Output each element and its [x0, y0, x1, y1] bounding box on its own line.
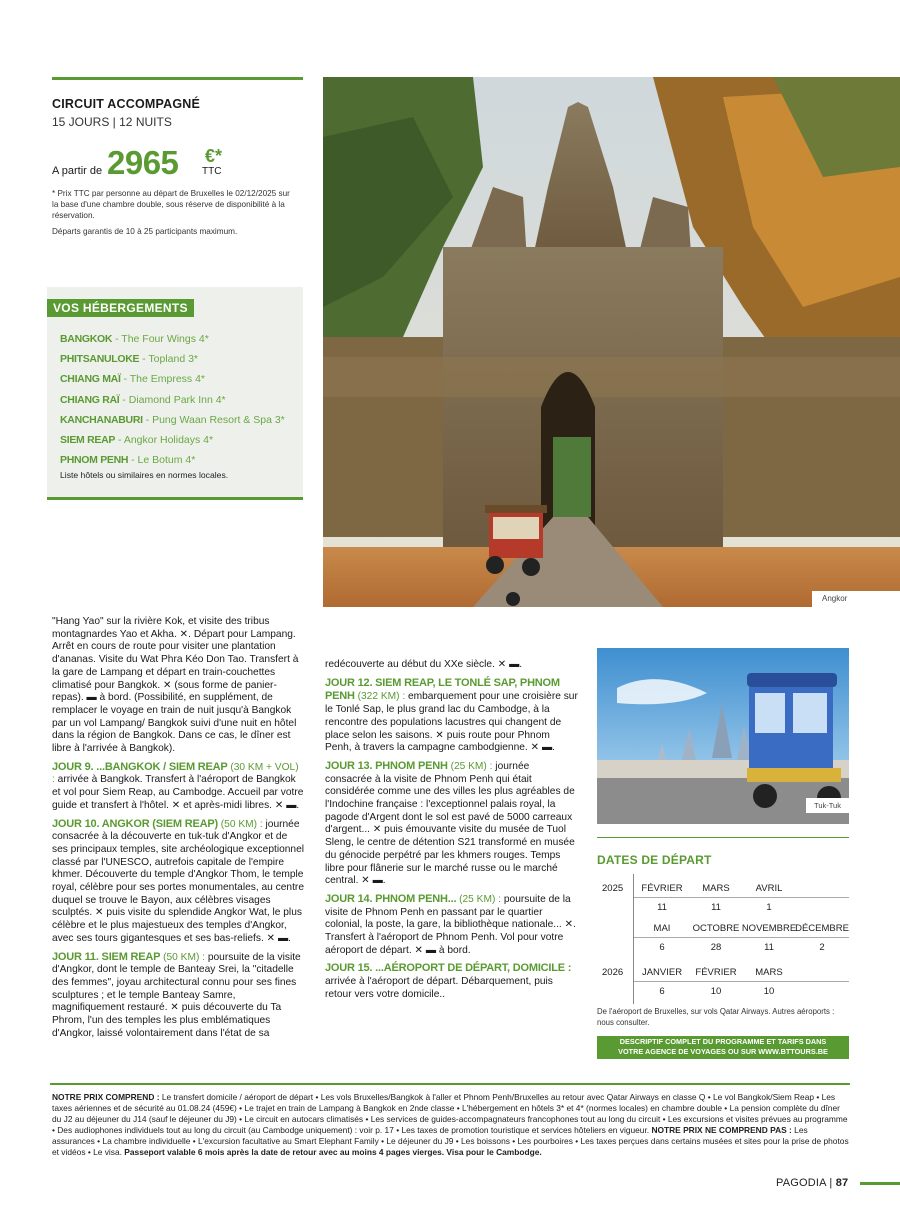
price-includes — [52, 1092, 850, 1159]
hotel-item — [60, 349, 300, 369]
hotels-list — [60, 329, 300, 470]
hotel-item — [60, 369, 300, 389]
day-title: JOUR 15. ...AÉROPORT DE DÉPART, DOMICILE : — [325, 962, 572, 975]
page-number: 87 — [835, 1177, 849, 1189]
hotel-city: SIEM REAP — [60, 434, 116, 447]
day-9 — [52, 761, 304, 813]
day-11 — [52, 951, 304, 1041]
day-value: 6 — [659, 986, 665, 997]
hotel-name: - Le Botum 4* — [128, 454, 196, 467]
day-title: JOUR 14. PHNOM PENH... — [325, 892, 457, 905]
row-divider — [634, 937, 849, 938]
hotel-name: - The Empress 4* — [120, 373, 206, 386]
day-text: arrivée à Bangkok. Transfert à l'aéroport de Bangkok et vol pour Siem Reap, au Cambodge. Accueil par votre guide et transfert à l'hôtel. ✕ et après-midi libres. ✕ ▬. — [52, 774, 304, 811]
month-label: MARS — [702, 883, 730, 894]
day-text: journée consacrée à la découverte en tuk-tuk d'Angkor et de ses principaux temples, site archéologique exceptionnel classé par l'UNESCO, autrefois capitale de l'empire khmer. Découverte du temple d'Angkor Thom, le temple royal, célèbre pour ses portes monumentales, au centre duquel se trouve le Bayon, aux célèbres visages sculptés. ✕ puis visite du splendide Angkor Wat, le plus célèbre et le plus majestueux des temples d'Angkor, avec ses tours gigantesques et ses bas-reliefs. ✕ ▬. — [52, 818, 305, 944]
hotels-box — [47, 287, 303, 497]
itinerary-intro: "Hang Yao" sur la rivière Kok, et visite des tribus montagnardes Yao et Akha. ✕. Départ pour Lampang. Arrêt en cours de route pour visiter une plantation d'ananas. Visite du Wat Phra Kéo Don Tao. Transfert à la gare de Lampang et départ en train-couchettes climatisé pour Bangkok. ✕ (sous forme de panier-repas). ▬ à bord. (Possibilité, en supplément, de remplacer le voyage en train de nuit jusqu'à Bangkok par un vol Lampang/ Bangkok suivi d'une nuit en hôtel dans la région de Bangkok. Dans ce cas, le dîner est libre à l'arrivée à Bangkok). — [52, 616, 299, 755]
row-divider — [634, 981, 849, 982]
day-value: 2 — [819, 942, 825, 953]
day-value: 11 — [764, 942, 774, 953]
hotel-name: - Topland 3* — [139, 353, 199, 366]
hotel-item — [60, 410, 300, 430]
month-label: OCTOBRE — [692, 923, 740, 934]
hero-caption: Angkor — [812, 591, 900, 607]
month-label: AVRIL — [755, 883, 783, 894]
hotel-item — [60, 430, 300, 450]
brand-separator: | — [829, 1177, 833, 1189]
day-km: (50 KM) : — [217, 818, 263, 830]
price-value: 2965 — [107, 144, 179, 181]
angkor-illustration — [323, 77, 900, 607]
hotels-header: VOS HÉBERGEMENTS — [47, 299, 194, 317]
day-text: embarquement pour une croisière sur le Tonlé Sap, le plus grand lac du Cambodge, à la rencontre des populations lacustres qui changent de place selon les saisons. ✕ puis route pour Phnom Penh, à travers la campagne cambodgienne. ✕ ▬. — [325, 691, 578, 754]
departures-note: Départs garantis de 10 à 25 participants maximum. — [52, 227, 238, 236]
month-label: FÉVRIER — [641, 883, 683, 894]
footer-rule — [860, 1182, 900, 1185]
day-14 — [325, 893, 578, 958]
excludes-text: Les assurances • La chambre individuelle • L'excursion facultative au Smart Elephant Family • Le déjeuner du J9 • Les boissons • Les pourboires • Les taxes perçues dans certains musées et sites pour la prise de photos et vidéos • Le visa. — [52, 1125, 849, 1158]
day-km: (322 KM) : — [354, 691, 406, 703]
month-label: JANVIER — [641, 967, 683, 978]
hotel-city: BANGKOK — [60, 333, 113, 345]
hotel-item — [60, 329, 300, 349]
month-label: FÉVRIER — [695, 967, 737, 978]
passport-note: Passeport valable 6 mois après la date de retour avec au moins 4 pages vierges. Visa pour le Cambodge. — [121, 1147, 542, 1158]
day-text: poursuite de la visite de Phnom Penh en passant par le quartier colonial, la poste, la gare, la bibliothèque nationale... ✕. Transfert à l'aéroport de Phnom Penh. Vol pour votre aéroport de départ. ✕ ▬ à bord. — [325, 893, 576, 956]
day-title: JOUR 9. ...BANGKOK / SIEM REAP — [52, 760, 228, 773]
price-suffix: TTC — [202, 166, 222, 177]
year-label: 2026 — [602, 967, 624, 978]
price-note: * Prix TTC par personne au départ de Bruxelles le 02/12/2025 sur la base d'une chambre double, sous réserve de disponibilité à la réservation. — [52, 189, 290, 220]
includes-label: NOTRE PRIX COMPREND : — [52, 1092, 160, 1102]
hotel-item — [60, 390, 300, 410]
day-12 — [325, 677, 578, 755]
day-km: (25 KM) : — [456, 893, 502, 905]
hotels-bottom-rule — [47, 497, 303, 500]
bottom-rule — [50, 1083, 850, 1085]
row-divider — [634, 897, 849, 898]
day-10 — [52, 818, 304, 946]
includes-text: Le transfert domicile / aéroport de départ • Les vols Bruxelles/Bangkok à l'aller et Phnom Penh/Bruxelles au retour avec Qatar Airways en classe Q • Le vol Bangkok/Siem Reap • Les taxes aériennes et de sécurité au 01.08.24 (459€) • Le trajet en train de Lampang à Bangkok en 2nde classe • L'hébergement en hôtels 3* et 4* (normes locales) en chambre double • La pension complète du dîner du J2 au déjeuner du J14 (sauf le déjeuner du J9) • Le circuit en autocars climatisés • Les services de guides-accompagnateurs francophones tout au long du circuit • Les excursions et visites prévues au programme • Des audiophones individuels tout au long du circuit (au Cambodge uniquement) : voir p. 17 • Les taxes de promotion touristique et services hôteliers en vigueur. — [52, 1092, 848, 1136]
year-label: 2025 — [602, 883, 624, 894]
hotel-name: - The Four Wings 4* — [112, 333, 209, 345]
day-title: JOUR 12. SIEM REAP, LE TONLÉ SAP, PHNOM PENH — [325, 676, 560, 703]
day-text: arrivée à l'aéroport de départ. Débarquement, puis retour vers votre domicile.. — [325, 976, 553, 1000]
day-text: journée consacrée à la visite de Phnom Penh qui était considérée comme une des villes les plus agréables de l'Indochine française : l'exceptionnel palais royal, la pagode d'Argent dont le sol est pavé de 5000 carreaux d'argent... ✕ puis émouvante visite du musée de Tuol Sleng, le centre de détention S21 transformé en musée du génocide perpétré par les khmers rouges. Temps libre pour flânerie sur le marché russe ou le marché central. ✕ ▬. — [325, 760, 575, 887]
angkor-photo — [323, 77, 900, 607]
descriptive-line: VOTRE AGENCE DE VOYAGES OU SUR WWW.BTTOURS.BE — [618, 1047, 828, 1056]
itinerary-left-column — [52, 616, 304, 1046]
circuit-title: CIRCUIT ACCOMPAGNÉ — [52, 97, 201, 111]
hotel-name: - Diamond Park Inn 4* — [119, 393, 226, 406]
hotels-note: Liste hôtels ou similaires en normes locales. — [60, 470, 229, 480]
hotel-item — [60, 450, 300, 470]
day-km: (50 KM) : — [160, 951, 206, 963]
day-15 — [325, 962, 578, 1001]
day-value: 10 — [763, 986, 775, 997]
month-label: MAI — [653, 923, 671, 934]
dates-title: DATES DE DÉPART — [597, 853, 712, 867]
day-value: 6 — [659, 942, 665, 953]
hotel-city: CHIANG MAÏ — [60, 373, 121, 386]
excludes-label: NOTRE PRIX NE COMPREND PAS : — [649, 1125, 792, 1136]
hotel-name: - Angkor Holidays 4* — [115, 434, 214, 447]
itinerary-continuation: redécouverte au début du XXe siècle. ✕ ▬. — [325, 659, 523, 670]
day-value: 11 — [657, 902, 667, 913]
hotel-city: PHITSANULOKE — [60, 353, 140, 366]
descriptive-line: DESCRIPTIF COMPLET DU PROGRAMME ET TARIFS DANS — [619, 1037, 827, 1046]
descriptive-box[interactable] — [597, 1036, 849, 1059]
day-text: poursuite de la visite d'Angkor, dont le temple de Banteay Srei, la "citadelle des femmes", joyau architectural connu pour ses fines sculptures ; et le temple Banteay Samre, magnifiquement restauré. ✕ puis découverte du Ta Phrom, l'un des temples les plus emblématiques d'Angkor, laissé volontairement dans l'état de sa — [52, 951, 301, 1039]
day-value: 1 — [766, 902, 772, 913]
day-value: 28 — [710, 942, 722, 953]
hotel-name: - Pung Waan Resort & Spa 3* — [142, 413, 285, 426]
day-title: JOUR 10. ANGKOR (SIEM REAP) — [52, 817, 218, 830]
dates-rule — [597, 837, 849, 838]
hotel-city: KANCHANABURI — [60, 413, 143, 426]
top-rule — [52, 77, 303, 80]
price-block — [52, 144, 302, 184]
month-label: NOVEMBRE — [741, 923, 797, 934]
day-13 — [325, 760, 578, 888]
month-label: DÉCEMBRE — [795, 923, 849, 934]
month-label: MARS — [755, 967, 783, 978]
day-title: JOUR 11. SIEM REAP — [52, 950, 161, 963]
footer-brand — [776, 1177, 848, 1189]
day-km: (25 KM) : — [447, 760, 493, 772]
dates-footnote: De l'aéroport de Bruxelles, sur vols Qatar Airways. Autres aéroports : nous consulter. — [597, 1007, 835, 1027]
brand-name: PAGODIA — [776, 1177, 827, 1189]
day-km: (30 KM + VOL) : — [52, 761, 299, 786]
day-title: JOUR 13. PHNOM PENH — [325, 759, 448, 772]
hotel-city: CHIANG RAÏ — [60, 393, 120, 406]
day-value: 11 — [711, 902, 721, 913]
circuit-duration: 15 JOURS | 12 NUITS — [52, 115, 172, 129]
price-currency: €* — [205, 146, 223, 166]
tuk-caption: Tuk-Tuk — [806, 798, 849, 813]
itinerary-mid-column — [325, 659, 578, 1007]
hotel-city: PHNOM PENH — [60, 454, 129, 467]
day-value: 10 — [710, 986, 722, 997]
price-prefix: A partir de — [52, 165, 103, 177]
